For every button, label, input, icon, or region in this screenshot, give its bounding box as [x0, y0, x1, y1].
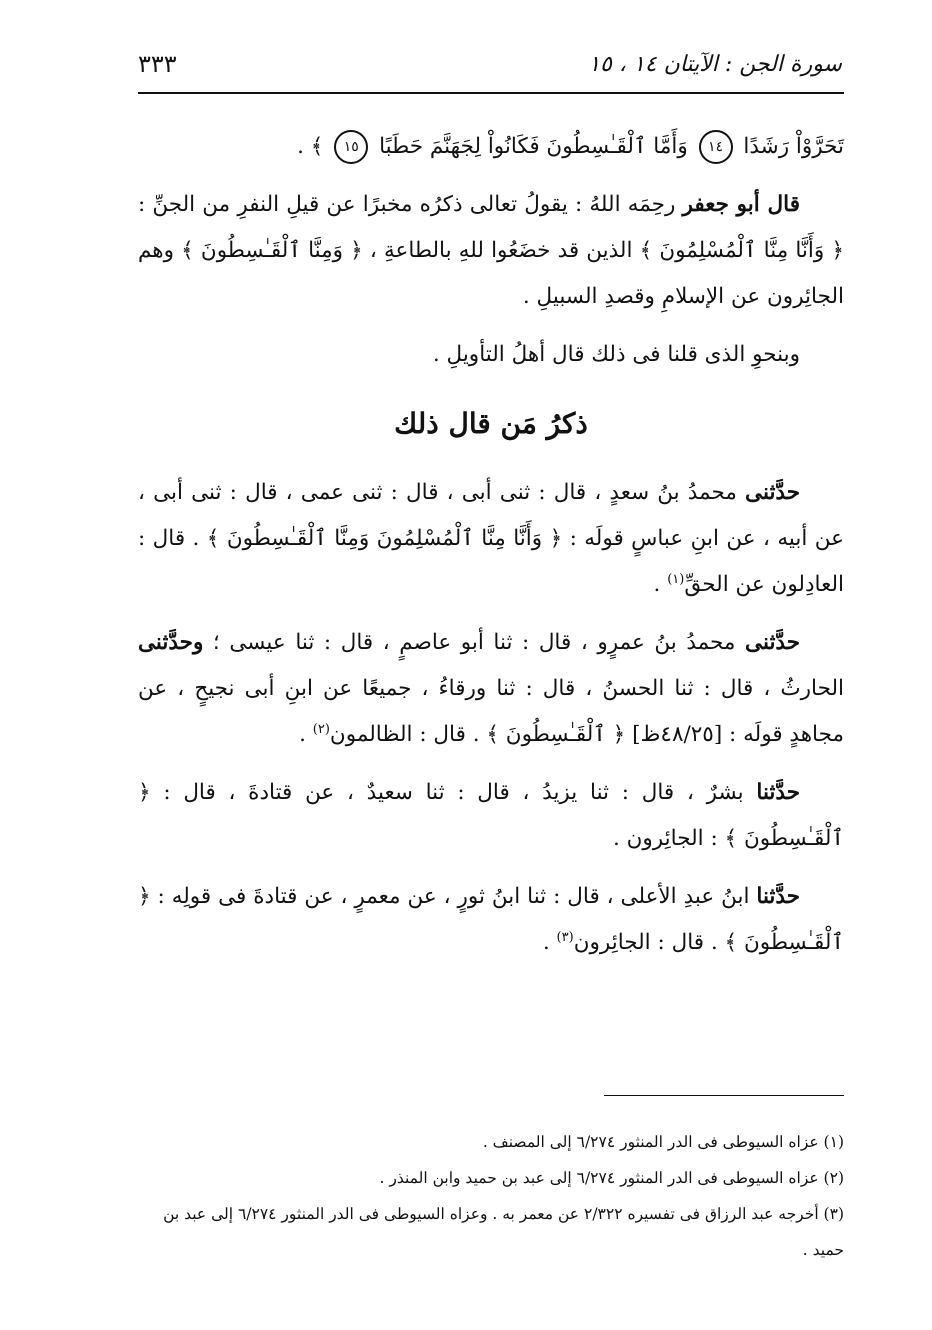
- verse-end: ﴾ .: [297, 134, 324, 159]
- paragraph-text: محمدُ بنُ عمرٍو ، قال : ثنا أبو عاصمٍ ، قال : ثنا عيسى ؛: [203, 630, 746, 655]
- paragraph-end: .: [653, 572, 668, 597]
- footnote-ref-2: (٢): [312, 721, 330, 737]
- paragraph-lead: حدَّثنى: [745, 480, 800, 505]
- header-rule: [138, 92, 844, 94]
- paragraph-text: ابنُ عبدِ الأعلى ، قال : ثنا ابنُ ثورٍ ، عن معمرٍ ، عن قتادةَ فى قولِه : ﴿ ٱلْقَـٰسِطُونَ ﴾ . قال : الجائِرون: [138, 884, 844, 955]
- verse-part-2: وَأَمَّا ٱلْقَـٰسِطُونَ فَكَانُواْ لِجَهَنَّمَ حَطَبًا: [379, 134, 688, 159]
- paragraph-text: محمدُ بنُ سعدٍ ، قال : ثنى أبى ، قال : ثنى عمى ، قال : ثنى أبى ، عن أبيه ، عن ابنِ عباسٍ قولَه : ﴿ وَأَنَّا مِنَّا ٱلْمُسْلِمُونَ وَمِنَّا ٱلْقَـٰسِطُونَ ﴾ . قال : العادِلون عن الحقِّ: [138, 480, 844, 597]
- paragraph-text-2: الحارثُ ، قال : ثنا الحسنُ ، قال : ثنا ورقاءُ ، جميعًا عن ابنِ أبى نجيحٍ ، عن مجاهدٍ قولَه : [٤٨/٢٥ظ] ﴿ ٱلْقَـٰسِطُونَ ﴾ . قال : الظالمون: [138, 676, 844, 747]
- paragraph-lead: حدَّثنا: [756, 884, 800, 909]
- paragraph-end: .: [542, 930, 557, 955]
- main-text: [138, 124, 844, 978]
- paragraph-lead: حدَّثنا: [756, 780, 800, 805]
- paragraph-narration-4: [138, 874, 844, 966]
- paragraph-text: بشرٌ ، قال : ثنا يزيدُ ، قال : ثنا سعيدٌ ، عن قتادةَ ، قال : ﴿ ٱلْقَـٰسِطُونَ ﴾ : الجائِرون .: [138, 780, 844, 851]
- section-title: ذكرُ مَن قال ذلك: [394, 407, 588, 440]
- paragraph-lead: حدَّثنى: [745, 630, 800, 655]
- footnote-ref-1: (١): [667, 571, 685, 587]
- ayah-number-14: ١٤: [699, 130, 733, 164]
- footnote-rule: [604, 1095, 844, 1096]
- paragraph-narration-1: [138, 470, 844, 608]
- footnote-1: (١) عزاه السيوطى فى الدر المنثور ٦/٢٧٤ إلى المصنف .: [482, 1133, 844, 1151]
- paragraph-commentary: [138, 182, 844, 320]
- footnote-3: (٣) أخرجه عبد الرزاق فى تفسيره ٢/٣٢٢ عن معمر به . وعزاه السيوطى فى الدر المنثور ٦/٢٧٤ إلى عبد بن حميد .: [163, 1205, 844, 1259]
- paragraph-lead-2: وحدَّثنى: [138, 630, 204, 655]
- paragraph-narration-2: [138, 620, 844, 758]
- paragraph-text: رحِمَه اللهُ : يقولُ تعالى ذكرُه مخبرًا عن قيلِ النفرِ من الجنِّ : ﴿ وَأَنَّا مِنَّا ٱلْمُسْلِمُونَ ﴾ الذين قد خضَعُوا للهِ بالطاعةِ ، ﴿ وَمِنَّا ٱلْقَـٰسِطُونَ ﴾ وهم الجائِرون عن الإسلامِ وقصدِ السبيلِ .: [138, 192, 844, 309]
- verse-part-1: تَحَرَّوْاْ رَشَدًا: [743, 134, 844, 159]
- page-number: ٣٣٣: [138, 50, 177, 78]
- paragraph-end: .: [299, 722, 313, 747]
- footnotes: [138, 1124, 844, 1268]
- paragraph-text: وبنحوِ الذى قلنا فى ذلك قال أهلُ التأويلِ .: [432, 342, 800, 367]
- running-header: [138, 44, 842, 84]
- paragraph-lead: قال أبو جعفر: [682, 192, 800, 217]
- running-title: سورة الجن : الآيتان ١٤ ، ١٥: [588, 51, 842, 77]
- footnote-ref-3: (٣): [556, 929, 574, 945]
- ayah-number-15: ١٥: [334, 130, 368, 164]
- paragraph-agreement: [138, 332, 844, 378]
- verse-line: [138, 124, 844, 170]
- footnote-2: (٢) عزاه السيوطى فى الدر المنثور ٦/٢٧٤ إلى عبد بن حميد وابن المنذر .: [379, 1169, 844, 1187]
- paragraph-narration-3: [138, 770, 844, 862]
